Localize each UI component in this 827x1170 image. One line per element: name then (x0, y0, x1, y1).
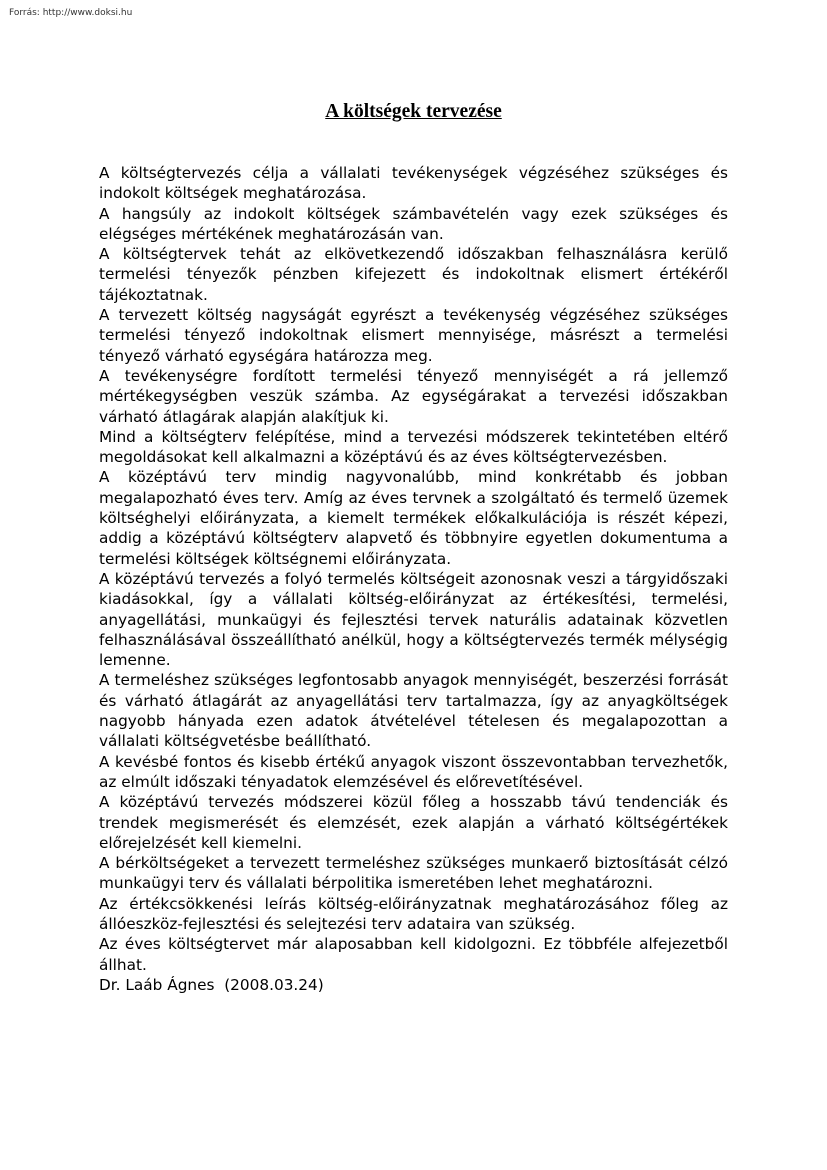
paragraph: A középtávú tervezés a folyó termelés költségeit azonosnak veszi a tárgyidőszaki kiadásokkal, így a vállalati költség-előirányzat az értékesítési, termelési, anyagellátási, munkaügyi és fejlesztési tervek naturális adatainak közvetlen felhasználásával összeállítható anélkül, hogy a költségtervezés termék mélységig lemenne. (99, 569, 728, 670)
paragraph: Az értékcsökkenési leírás költség-előirányzatnak meghatározásához főleg az állóeszköz-fejlesztési és selejtezési terv adataira van szükség. (99, 894, 728, 933)
author-signature: Dr. Laáb Ágnes (2008.03.24) (99, 975, 324, 994)
paragraph: Mind a költségterv felépítése, mind a tervezési módszerek tekintetében eltérő megoldásokat kell alkalmazni a középtávú és az éves költségtervezésben. (99, 427, 728, 467)
paragraph: A kevésbé fontos és kisebb értékű anyagok viszont összevontabban tervezhetők, az elmúlt időszaki tényadatok elemzésével és előrevetítésével. (99, 752, 728, 791)
paragraph: A hangsúly az indokolt költségek számbavételén vagy ezek szükséges és elégséges mértékének meghatározásán van. (99, 204, 728, 243)
source-label: Forrás: http://www.doksi.hu (9, 8, 133, 18)
paragraph: A középtávú terv mindig nagyvonalúbb, mind konkrétabb és jobban megalapozható éves terv. Amíg az éves tervnek a szolgáltató és termelő üzemek költséghelyi előirányzata, a kiemelt termékek előkalkulációja is részét képezi, addig a középtávú költségterv alapvető és többnyire egyetlen dokumentuma a termelési költségek költségnemi előirányzata. (99, 468, 728, 568)
paragraph: A bérköltségeket a tervezett termeléshez szükséges munkaerő biztosítását célzó munkaügyi terv és vállalati bérpolitika ismeretében lehet meghatározni. (99, 854, 728, 893)
paragraph: A költségtervek tehát az elkövetkezendő időszakban felhasználásra kerülő termelési tényezők pénzben kifejezett és indokoltnak elismert értékéről tájékoztatnak. (99, 245, 728, 304)
page-title: A költségek tervezése (325, 101, 502, 122)
paragraph: Az éves költségtervet már alaposabban kell kidolgozni. Ez többféle alfejezetből állhat. (99, 935, 728, 974)
paragraph: A tervezett költség nagyságát egyrészt a tevékenység végzéséhez szükséges termelési tényező indokoltnak elismert mennyisége, másrészt a termelési tényező várható egységára határozza meg. (99, 306, 728, 365)
paragraph: A termeléshez szükséges legfontosabb anyagok mennyiségét, beszerzési forrását és várható átlagárát az anyagellátási terv tartalmazza, így az anyagköltségek nagyobb hányada ezen adatok átvételével tételesen és megalapozottan a vállalati költségvetésbe beállítható. (99, 671, 728, 751)
document-body (99, 163, 728, 995)
paragraph: A tevékenységre fordított termelési tényező mennyiségét a rá jellemző mértékegységben veszük számba. Az egységárakat a tervezési időszakban várható átlagárak alapján alakítjuk ki. (99, 366, 728, 426)
paragraph: A költségtervezés célja a vállalati tevékenységek végzéséhez szükséges és indokolt költségek meghatározása. (99, 164, 728, 203)
paragraph: A középtávú tervezés módszerei közül főleg a hosszabb távú tendenciák és trendek megismerését és elemzését, ezek alapján a várható költségértékek előrejelzését kell kiemelni. (99, 793, 728, 852)
